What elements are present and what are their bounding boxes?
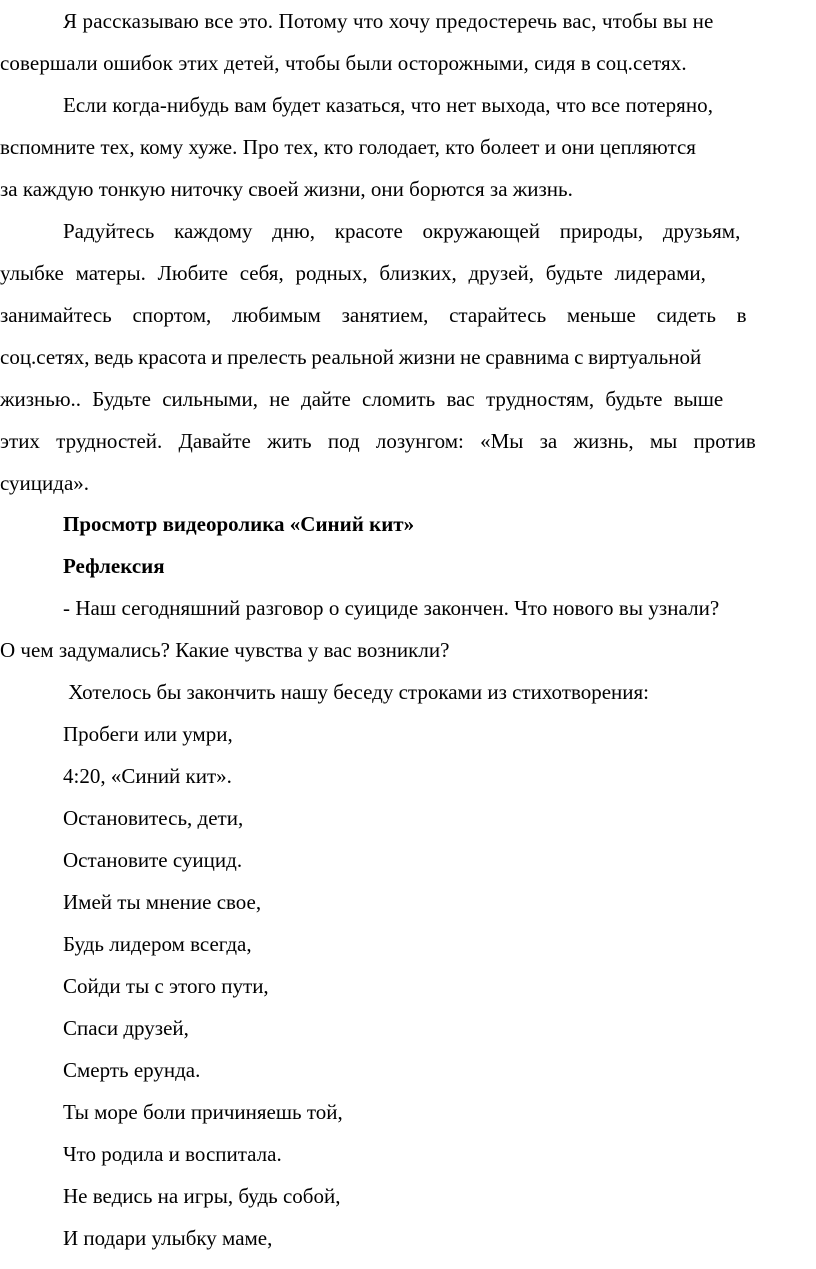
poem-line: 4:20, «Синий кит».: [63, 764, 232, 788]
paragraph-reflection-line-2: О чем задумались? Какие чувства у вас возникли?: [0, 638, 450, 662]
poem-line: Смерть ерунда.: [63, 1058, 201, 1082]
paragraph-rejoice-line-6: этих трудностей. Давайте жить под лозунгом: «Мы за жизнь, мы против: [0, 429, 756, 453]
paragraph-rejoice-line-3: занимайтесь спортом, любимым занятием, старайтесь меньше сидеть в: [0, 303, 747, 327]
paragraph-hope: [0, 84, 816, 210]
paragraph-warning-line-1: Я рассказываю все это. Потому что хочу предостеречь вас, чтобы вы не: [63, 9, 714, 33]
poem-line: Пробеги или умри,: [63, 722, 233, 746]
paragraph-rejoice-line-2: улыбке матеры. Любите себя, родных, близких, друзей, будьте лидерами,: [0, 261, 706, 285]
paragraph-rejoice-line-7: суицида».: [0, 471, 90, 495]
poem-line: Будь лидером всегда,: [63, 932, 252, 956]
poem-line: И подари улыбку маме,: [63, 1226, 273, 1250]
paragraph-reflection: [0, 587, 816, 671]
paragraph-warning: [0, 0, 816, 84]
poem-line: Имей ты мнение свое,: [63, 890, 262, 914]
poem-line: Не ведись на игры, будь собой,: [63, 1184, 341, 1208]
poem-line: Что родила и воспитала.: [63, 1142, 282, 1166]
paragraph-rejoice-line-5: жизнью.. Будьте сильными, не дайте сломить вас трудностям, будьте выше: [0, 387, 724, 411]
paragraph-hope-line-3: за каждую тонкую ниточку своей жизни, они борются за жизнь.: [0, 177, 573, 201]
poem-line: Спаси друзей,: [63, 1016, 189, 1040]
paragraph-reflection-line-1: - Наш сегодняшний разговор о суициде закончен. Что нового вы узнали?: [63, 596, 720, 620]
paragraph-rejoice: [0, 210, 816, 504]
paragraph-rejoice-line-1: Радуйтесь каждому дню, красоте окружающей природы, друзьям,: [63, 219, 741, 243]
heading-reflection: Рефлексия: [63, 554, 165, 578]
heading-video: Просмотр видеоролика «Синий кит»: [63, 512, 415, 536]
poem-line: Сойди ты с этого пути,: [63, 974, 269, 998]
paragraph-hope-line-2: вспомните тех, кому хуже. Про тех, кто голодает, кто болеет и они цепляются: [0, 135, 697, 159]
poem: [63, 713, 343, 1259]
poem-line: Остановите суицид.: [63, 848, 243, 872]
paragraph-warning-line-2: совершали ошибок этих детей, чтобы были осторожными, сидя в соц.сетях.: [0, 51, 687, 75]
poem-line: Ты море боли причиняешь той,: [63, 1100, 343, 1124]
poem-intro: Хотелось бы закончить нашу беседу строками из стихотворения:: [63, 680, 650, 704]
paragraph-rejoice-line-4: соц.сетях, ведь красота и прелесть реальной жизни не сравнима с виртуальной: [0, 345, 702, 369]
poem-line: Остановитесь, дети,: [63, 806, 244, 830]
paragraph-hope-line-1: Если когда-нибудь вам будет казаться, что нет выхода, что все потеряно,: [63, 93, 714, 117]
